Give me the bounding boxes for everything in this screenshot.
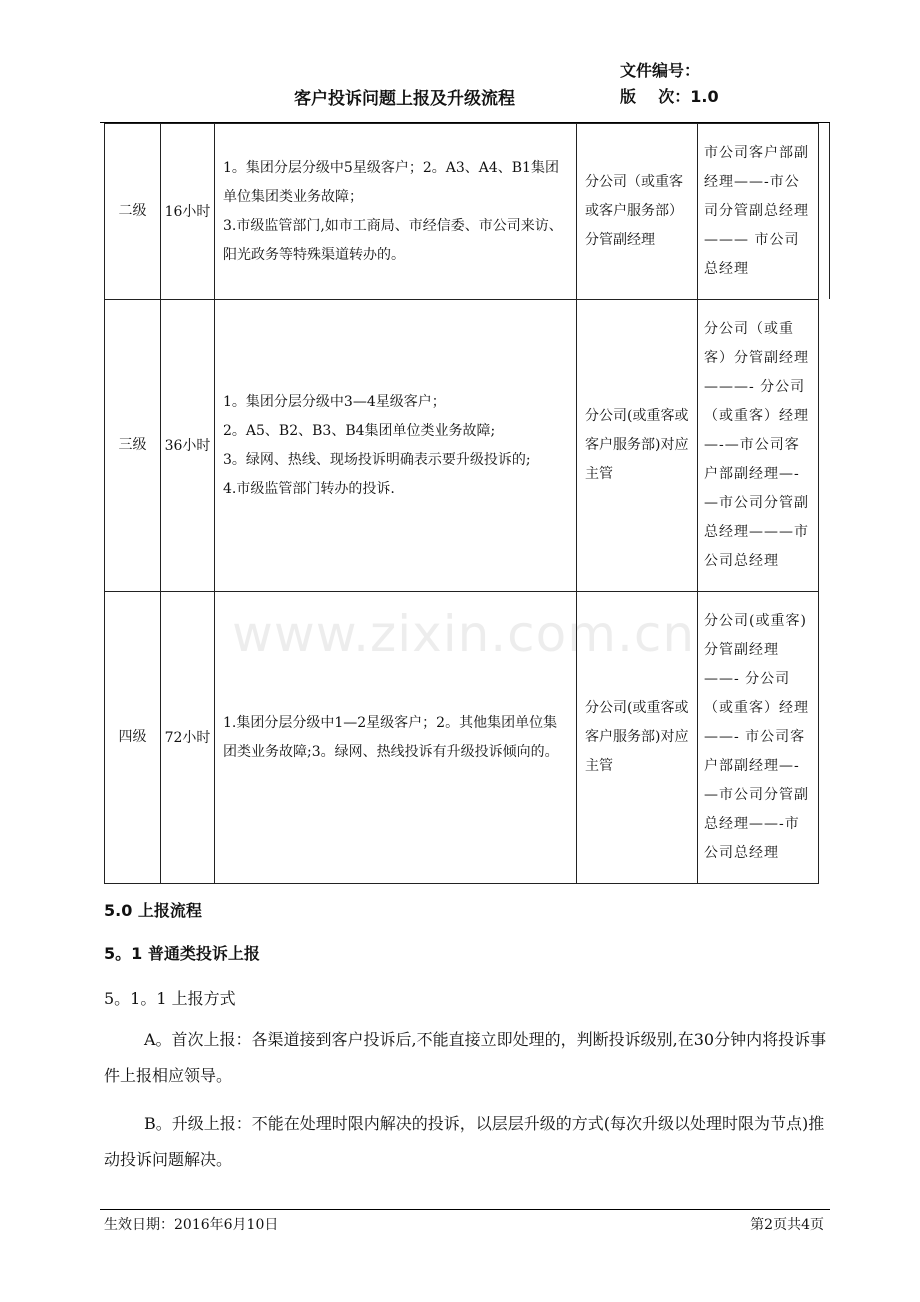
- owner-cell: 分公司（或重客或客户服务部）分管副经理: [577, 124, 698, 300]
- level-cell: 四级: [105, 592, 161, 884]
- section-heading-5-0: 5.0 上报流程: [104, 901, 202, 920]
- table-row: [105, 592, 819, 884]
- footer-effective-date: 生效日期：2016年6月10日: [104, 1217, 279, 1233]
- escalation-cell: 市公司客户部副经理——-市公司分管副总经理——— 市公司总经理: [698, 124, 819, 300]
- content-cell: 1.集团分层分级中1—2星级客户；2。其他集团单位集团类业务故障;3。绿网、热线投诉有升级投诉倾向的。: [215, 592, 577, 884]
- escalation-cell: 分公司(或重客)分管副经理——- 分公司（或重客）经理 ——- 市公司客户部副经理—-—市公司分管副总经理——-市公司总经理: [698, 592, 819, 884]
- table-edge-line: [817, 123, 830, 299]
- owner-cell: 分公司(或重客或客户服务部)对应主管: [577, 592, 698, 884]
- time-cell: 36小时: [161, 300, 215, 592]
- section-heading-5-1: 5。1 普通类投诉上报: [104, 944, 260, 963]
- content-cell: 1。集团分层分级中5星级客户；2。A3、A4、B1集团单位集团类业务故障； 3.市级监管部门,如市工商局、市经信委、市公司来访、阳光政务等特殊渠道转办的。: [215, 124, 577, 300]
- level-cell: 三级: [105, 300, 161, 592]
- paragraph-b: B。升级上报：不能在处理时限内解决的投诉，以层层升级的方式(每次升级以处理时限为节点)推动投诉问题解决。: [104, 1114, 825, 1169]
- escalation-cell: 分公司（或重客）分管副经理 ———- 分公司（或重客）经理—-—市公司客户部副经理—-—市公司分管副总经理———市公司总经理: [698, 300, 819, 592]
- time-cell: 16小时: [161, 124, 215, 300]
- section-heading-5-1-1: 5。1。1 上报方式: [104, 989, 236, 1008]
- header-file-number: 文件编号：: [620, 61, 701, 80]
- paragraph-a: A。首次上报：各渠道接到客户投诉后,不能直接立即处理的，判断投诉级别,在30分钟内将投诉事件上报相应领导。: [104, 1030, 827, 1085]
- level-cell: 二级: [105, 124, 161, 300]
- footer-page-number: 第2页共4页: [750, 1217, 824, 1233]
- watermark: www.zixin.com.cn: [232, 605, 696, 663]
- table-row: [105, 124, 819, 300]
- table-row: [105, 300, 819, 592]
- document-title: 客户投诉问题上报及升级流程: [294, 89, 515, 109]
- content-cell: 1。集团分层分级中3—4星级客户； 2。A5、B2、B3、B4集团单位类业务故障; 3。绿网、热线、现场投诉明确表示要升级投诉的; 4.市级监管部门转办的投诉.: [215, 300, 577, 592]
- owner-cell: 分公司(或重客或客户服务部)对应主管: [577, 300, 698, 592]
- footer-rule: [100, 1209, 830, 1210]
- header-version: 版 次：1.0: [620, 87, 719, 106]
- time-cell: 72小时: [161, 592, 215, 884]
- escalation-table: [104, 123, 819, 884]
